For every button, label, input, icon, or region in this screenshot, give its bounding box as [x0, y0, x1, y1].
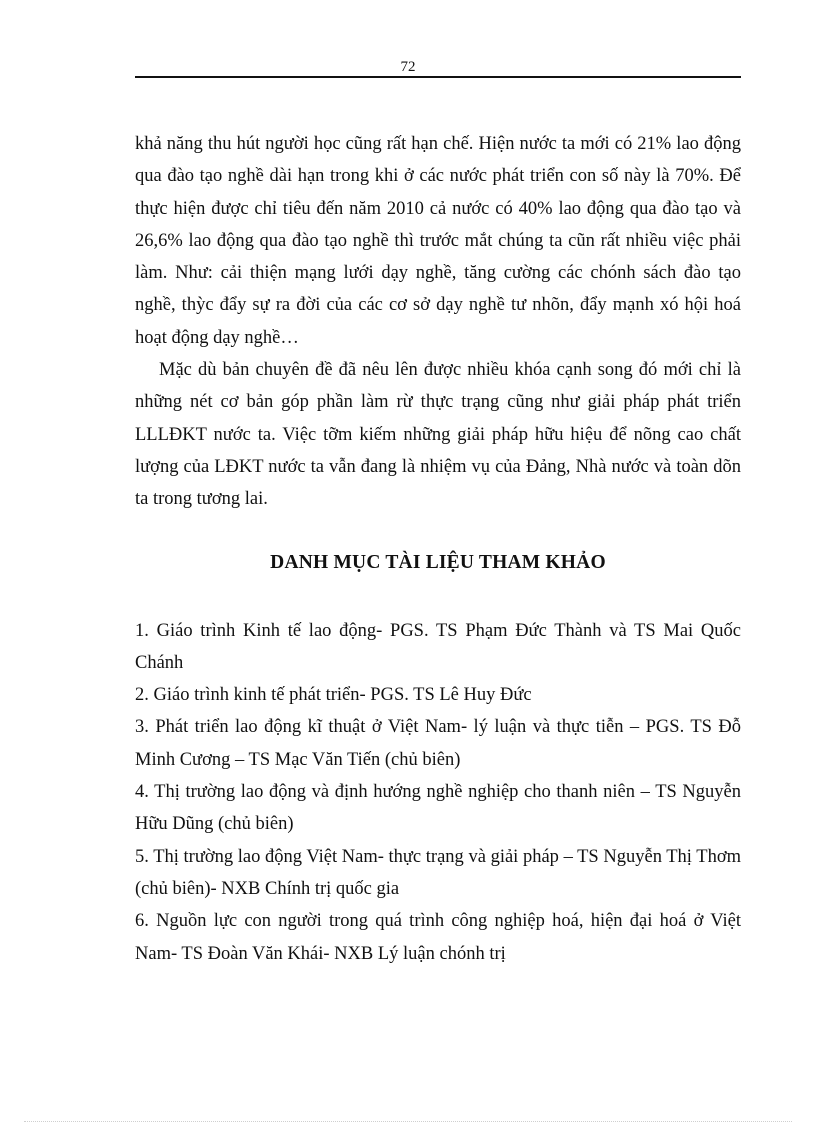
header-divider — [135, 76, 741, 78]
reference-item-2: 2. Giáo trình kinh tế phát triển- PGS. TS Lê Huy Đức — [135, 685, 532, 706]
reference-item-3: 3. Phát triển lao động kĩ thuật ở Việt Nam- lý luận và thực tiễn – PGS. TS Đỗ Minh Cương – TS Mạc Văn Tiến (chủ biên) — [135, 717, 741, 770]
reference-item-5: 5. Thị trường lao động Việt Nam- thực trạng và giải pháp – TS Nguyễn Thị Thơm (chủ biên)- NXB Chính trị quốc gia — [135, 846, 741, 899]
page-number: 72 — [400, 59, 416, 75]
document-body — [135, 128, 741, 970]
reference-item-4: 4. Thị trường lao động và định hướng nghề nghiệp cho thanh niên – TS Nguyễn Hữu Dũng (chủ biên) — [135, 782, 741, 835]
body-paragraph-2: Mặc dù bản chuyên đề đã nêu lên được nhiều khóa cạnh song đó mới chỉ là những nét cơ bản góp phần làm rừ thực trạng cũng như giải pháp phát triển LLLĐKT nước ta. Việc tỡm kiếm những giải pháp hữu hiệu để nõng cao chất lượng của LĐKT nước ta vẫn đang là nhiệm vụ của Đảng, Nhà nước và toàn dõn ta trong tương lai. — [135, 360, 741, 510]
references-list — [135, 615, 741, 970]
references-heading: DANH MỤC TÀI LIỆU THAM KHẢO — [270, 551, 606, 573]
page-bottom-border — [24, 1121, 792, 1122]
reference-item-1: 1. Giáo trình Kinh tế lao động- PGS. TS Phạm Đức Thành và TS Mai Quốc Chánh — [135, 620, 741, 673]
body-paragraph-1: khả năng thu hút người học cũng rất hạn chế. Hiện nước ta mới có 21% lao động qua đào tạo nghề dài hạn trong khi ở các nước phát triển con số này là 70%. Để thực hiện được chỉ tiêu đến năm 2010 cả nước có 40% lao động qua đào tạo và 26,6% lao động qua đào tạo nghề thì trước mắt chúng ta cũn rất nhiều việc phải làm. Như: cải thiện mạng lưới dạy nghề, tăng cường các chónh sách đào tạo nghề, thỳc đẩy sự ra đời của các cơ sở dạy nghề tư nhõn, đẩy mạnh xó hội hoá hoạt động dạy nghề… — [135, 134, 741, 348]
reference-item-6: 6. Nguồn lực con người trong quá trình công nghiệp hoá, hiện đại hoá ở Việt Nam- TS Đoàn Văn Khái- NXB Lý luận chónh trị — [135, 911, 741, 964]
